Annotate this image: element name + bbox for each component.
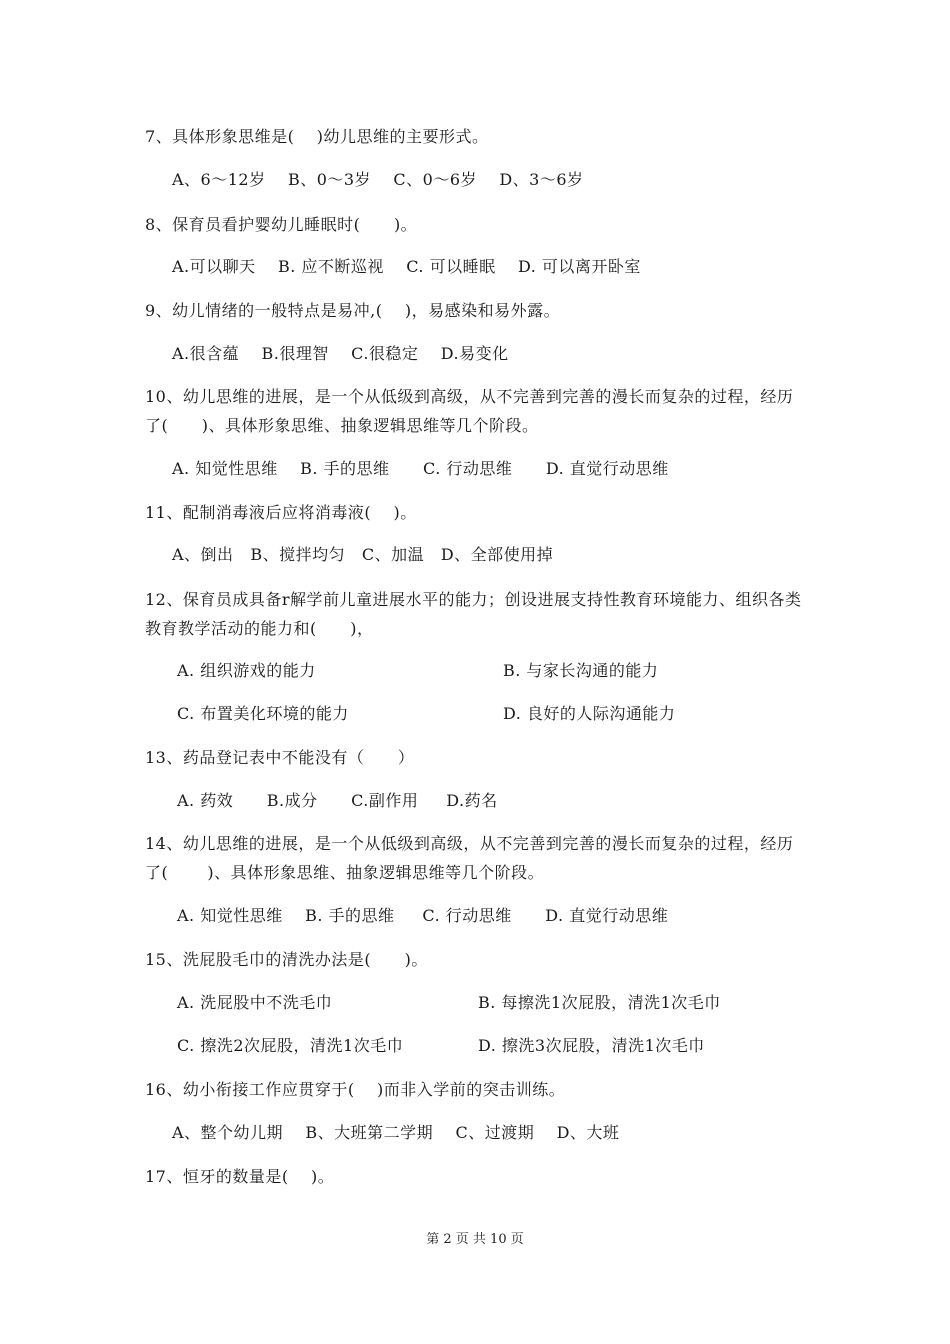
question-14-stem-line1: 14、幼儿思维的进展，是一个从低级到高级，从不完善到完善的漫长而复杂的过程，经历 [145, 834, 794, 853]
page-footer: 第 2 页 共 10 页 [426, 1232, 524, 1247]
question-16-options: A、整个幼儿期 B、大班第二学期 C、过渡期 D、大班 [172, 1123, 620, 1142]
question-13-stem: 13、药品登记表中不能没有（ ） [145, 748, 415, 767]
question-14-options: A. 知觉性思维 B. 手的思维 C. 行动思维 D. 直觉行动思维 [177, 906, 669, 925]
question-10-stem-line1: 10、幼儿思维的进展，是一个从低级到高级，从不完善到完善的漫长而复杂的过程，经历 [145, 387, 794, 406]
question-14-stem-line2: 了( )、具体形象思维、抽象逻辑思维等几个阶段。 [145, 863, 545, 882]
question-9-options: A.很含蕴 B.很理智 C.很稳定 D.易变化 [172, 344, 509, 363]
question-8-stem: 8、保育员看护婴幼儿睡眠时( )。 [145, 215, 418, 234]
question-11-stem: 11、配制消毒液后应将消毒液( )。 [145, 503, 417, 522]
question-12-option-b: B. 与家长沟通的能力 [503, 661, 659, 680]
question-12-option-d: D. 良好的人际沟通能力 [503, 704, 676, 723]
question-12-stem-line2: 教育教学活动的能力和( )， [145, 619, 374, 638]
question-15-option-d: D. 擦洗3次屁股，清洗1次毛巾 [478, 1036, 705, 1055]
question-15-option-a: A. 洗屁股中不洗毛巾 [177, 993, 333, 1012]
question-15-option-b: B. 每擦洗1次屁股，清洗1次毛巾 [478, 993, 721, 1012]
question-16-stem: 16、幼小衔接工作应贯穿于( )而非入学前的突击训练。 [145, 1080, 566, 1099]
question-15-option-c: C. 擦洗2次屁股，清洗1次毛巾 [177, 1036, 404, 1055]
question-7-options: A、6～12岁 B、0～3岁 C、0～6岁 D、3～6岁 [172, 170, 584, 189]
question-9-stem: 9、幼儿情绪的一般特点是易冲,( )，易感染和易外露。 [145, 301, 561, 320]
question-10-options: A. 知觉性思维 B. 手的思维 C. 行动思维 D. 直觉行动思维 [172, 459, 669, 478]
question-10-stem-line2: 了( )、具体形象思维、抽象逻辑思维等几个阶段。 [145, 416, 539, 435]
question-7-stem: 7、具体形象思维是( )幼儿思维的主要形式。 [145, 127, 489, 146]
question-13-options: A. 药效 B.成分 C.副作用 D.药名 [177, 791, 498, 810]
question-12-option-a: A. 组织游戏的能力 [177, 661, 316, 680]
question-12-option-c: C. 布置美化环境的能力 [177, 704, 349, 723]
question-17-stem: 17、恒牙的数量是( )。 [145, 1167, 335, 1186]
question-11-options: A、倒出 B、搅拌均匀 C、加温 D、全部使用掉 [172, 545, 554, 564]
question-8-options: A.可以聊天 B. 应不断巡视 C. 可以睡眠 D. 可以离开卧室 [172, 257, 641, 276]
question-12-stem-line1: 12、保育员成具备r解学前儿童进展水平的能力；创设进展支持性教育环境能力、组织各类 [145, 590, 802, 609]
question-15-stem: 15、洗屁股毛巾的清洗办法是( )。 [145, 950, 428, 969]
